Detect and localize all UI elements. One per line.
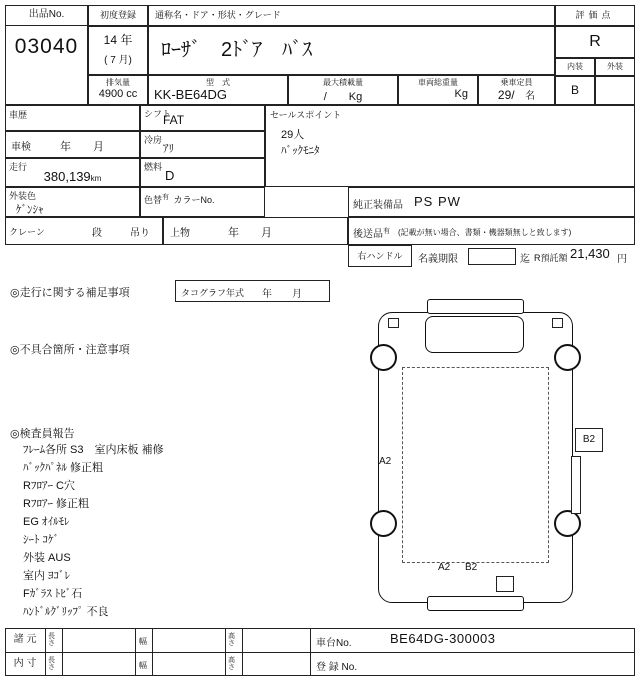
crane-tsuri-label: 吊り [130,228,150,239]
later-items-note: (記載が無い場合、書類・機器類無しと致します) [398,228,572,237]
sales-point-label: セールスポイント [270,110,342,120]
fuel-value: D [165,168,175,183]
name-limit-label: 名義期限 [418,254,458,265]
footer-col-line [45,628,46,676]
max-load-value: / Kg [323,91,363,103]
footer-row-divider [5,652,635,653]
footer-col-line [310,628,311,676]
displacement-value: 4900 cc [98,88,138,100]
mileage-note-heading: ◎走行に関する補足事項 [10,287,130,299]
capacity-label: 乗車定員 [500,78,533,87]
footer-col-line [225,628,226,676]
deposit-value: 21,430 [570,246,610,261]
damage-label-a2-left: A2 [379,456,392,467]
mileage-label: 走行 [9,162,28,172]
height-label: 高さ [228,657,235,671]
front-bumper [427,299,524,314]
footer-col-line [62,628,63,676]
interior-grade-value: B [555,76,595,105]
windshield [425,316,524,353]
lot-number-label: 出品No. [5,5,88,26]
made-label: 迄 [520,254,530,265]
body-top-label: 上物 [170,228,190,239]
inspector-note-line: ｼｰﾄ ｺｹﾞ [23,534,60,546]
crane-dan-label: 段 [92,228,102,239]
damage-b2-box: B2 [575,428,603,452]
mileage-value: 380,139 [43,169,91,184]
defect-heading: ◎不具合箇所・注意事項 [10,344,130,356]
body-top-value: 年 月 [228,227,272,239]
capacity-value-row [478,86,555,104]
wheel-front-left [370,344,397,371]
sales-point-line-1: 29人 [281,129,305,141]
model-label: 型 式 [206,78,230,87]
deposit-label: R預託額 [534,253,568,263]
width-label: 幅 [139,637,147,646]
registration-number-label: 登 録 No. [316,662,358,673]
inspector-note-line: Rﾌﾛｱｰ 修正粗 [23,498,89,510]
exterior-color-value: ｹﾞﾝｼｬ [16,204,44,216]
rear-detail-box [496,576,514,592]
rear-bumper [427,596,524,611]
inspector-note-line: ﾊﾝﾄﾞﾙｸﾞﾘｯﾌﾟ 不良 [23,606,109,618]
tachograph-value: 年 月 [262,289,302,300]
exterior-grade-value [595,76,635,105]
color-no-label: カラーNo. [173,195,215,205]
interior-grade-label: 内装 [555,58,595,76]
lot-number-value: 03040 [14,35,79,58]
exterior-grade-label: 外装 [595,58,635,76]
inspector-note-line: 室内 ﾖｺﾞﾚ [23,570,71,582]
cabin-dashed-area [402,367,549,563]
wheel-rear-left [370,510,397,537]
sales-point-line-2: ﾊﾞｯｸﾓﾆﾀ [281,145,320,157]
first-registration-year: 14 年 [103,33,133,47]
name-limit-input-box [468,248,516,265]
vehicle-name-header-label: 通称名・ドア・形状・グレード [148,5,555,26]
height-label: 高さ [228,633,235,647]
crane-label: クレーン [9,227,45,237]
handle-position-label: 右ハンドル [348,245,412,267]
inspection-value: 年 月 [60,141,104,153]
inner-row-label: 内 寸 [13,658,37,669]
width-label: 幅 [139,661,147,670]
chassis-number-value: BE64DG-300003 [390,631,496,646]
gross-weight-label: 車両総重量 [418,78,458,87]
inspector-heading: ◎検査員報告 [10,428,75,440]
damage-label-b2-bottom: B2 [465,562,478,573]
inspector-note-line: ﾌﾚｰﾑ各所 S3 室内床板 補修 [23,444,164,456]
footer-col-line [152,628,153,676]
oem-equipment-value: PS PW [414,194,461,209]
ac-value: ｱﾘ [163,143,174,155]
later-items-row [353,224,390,242]
history-label: 車歴 [9,110,28,120]
chassis-number-label: 車台No. [316,638,352,649]
shift-label: シフト [144,109,172,119]
first-registration-month: ( 7 月) [104,55,132,66]
ac-label: 冷房 [144,135,163,145]
rating-score-value: R [555,26,635,58]
fuel-label: 燃料 [144,162,163,172]
mileage-value-row [5,168,140,186]
capacity-value: 29/ [497,88,515,102]
first-registration-label: 初度登録 [88,5,148,26]
model-value: KK-BE64DG [154,87,227,102]
later-items-label: 後送品 [353,229,383,240]
repaint-row [144,190,214,208]
tachograph-label: タコグラフ年式 [181,288,245,298]
inspector-note-line: EG ｵｲﾙﾓﾚ [23,516,70,528]
oem-equipment-label: 純正装備品 [353,200,403,211]
length-label: 長さ [48,633,55,647]
vehicle-name-value: ﾛｰｻﾞ 2ﾄﾞｱ ﾊﾞｽ [148,26,555,75]
repaint-label: 色替 [144,195,163,205]
repaint-mark: 有 [162,194,170,201]
mileage-unit: km [90,174,102,183]
exterior-color-label: 外装色 [9,191,37,201]
displacement-label: 排気量 [106,78,130,87]
length-label: 長さ [48,657,55,671]
capacity-unit: 名 [525,91,536,102]
later-items-mark: 有 [383,228,390,235]
inspector-note-line: 外装 AUS [23,552,71,564]
shift-value: FAT [163,113,185,127]
wheel-rear-right [554,510,581,537]
wheel-front-right [554,344,581,371]
gross-weight-value: Kg [454,88,468,100]
inspector-note-line: Rﾌﾛｱｰ C穴 [23,480,75,492]
spec-row-label: 諸 元 [13,634,37,645]
max-load-label: 最大積載量 [323,78,363,87]
rating-score-label: 評価点 [555,5,635,26]
damage-label-a2-bottom: A2 [438,562,451,573]
front-left-mirror [388,318,399,328]
inspector-note-line: ﾊﾞｯｸﾊﾟﾈﾙ 修正粗 [23,462,104,474]
deposit-unit: 円 [617,254,627,265]
entry-door [571,456,581,514]
footer-col-line [242,628,243,676]
front-right-mirror [552,318,563,328]
footer-col-line [135,628,136,676]
inspector-note-line: Fｶﾞﾗｽ ﾄﾋﾞ石 [23,588,83,600]
inspection-label: 車検 [11,142,31,153]
